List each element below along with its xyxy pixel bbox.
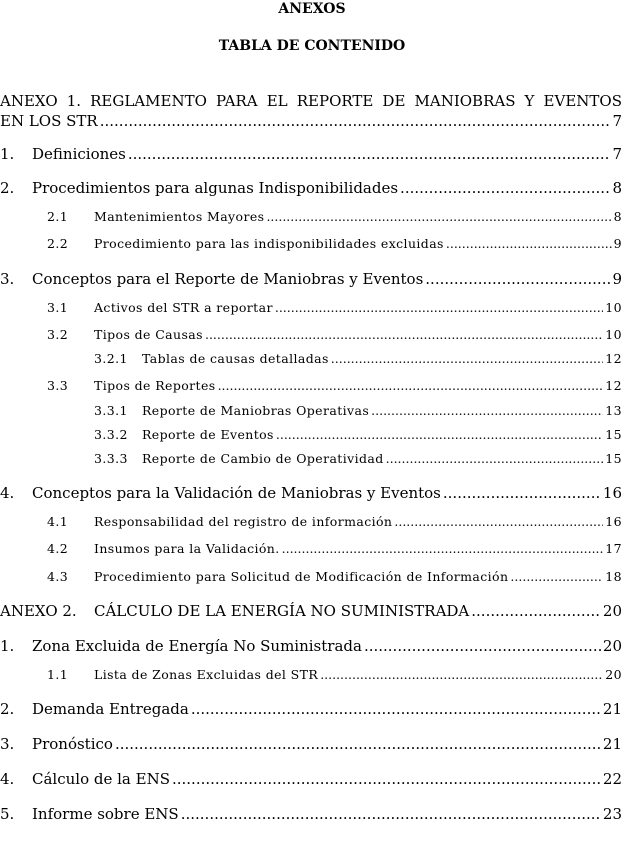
section-number: ANEXO 2. xyxy=(0,602,77,620)
section-title: CÁLCULO DE LA ENERGÍA NO SUMINISTRADA xyxy=(94,602,470,620)
section-number: 3.2.1 xyxy=(94,351,128,366)
page-number: 12 xyxy=(605,351,622,366)
toc-entry[interactable] xyxy=(47,327,622,342)
toc-entry[interactable] xyxy=(94,351,622,366)
section-number: 3.3.1 xyxy=(94,403,128,418)
page-number: 20 xyxy=(605,667,622,682)
dot-leader xyxy=(115,735,601,753)
page-number: 12 xyxy=(605,378,622,393)
section-number: 3. xyxy=(0,270,15,288)
page-number: 20 xyxy=(602,637,622,655)
section-title: Mantenimientos Mayores xyxy=(94,209,265,224)
section-number: 4.3 xyxy=(47,569,69,584)
section-title: Cálculo de la ENS xyxy=(32,770,170,788)
page-number: 20 xyxy=(602,602,622,620)
section-title: Insumos para la Validación. xyxy=(94,541,280,556)
annex-1-title-line1: ANEXO 1. REGLAMENTO PARA EL REPORTE DE MANIOBRAS Y EVENTOS xyxy=(0,92,622,110)
dot-leader xyxy=(400,179,610,197)
dot-leader xyxy=(371,403,603,418)
section-title: Conceptos para el Reporte de Maniobras y Eventos xyxy=(32,270,424,288)
page-number: 17 xyxy=(605,541,622,556)
section-number: 3.3.2 xyxy=(94,427,128,442)
page-number: 21 xyxy=(602,700,622,718)
section-title: Conceptos para la Validación de Maniobras y Eventos xyxy=(32,484,441,502)
toc-entry[interactable] xyxy=(47,667,622,682)
dot-leader xyxy=(331,351,603,366)
dot-leader xyxy=(446,236,612,251)
toc-title: TABLA DE CONTENIDO xyxy=(218,38,406,54)
section-number: 2.2 xyxy=(47,236,69,251)
toc-entry[interactable] xyxy=(0,770,622,788)
toc-entry[interactable] xyxy=(47,514,622,529)
toc-entry-annex-1-cont[interactable] xyxy=(0,112,622,130)
page-number: 23 xyxy=(602,805,622,823)
section-title: Zona Excluida de Energía No Suministrada xyxy=(32,637,362,655)
page-number: 7 xyxy=(612,145,622,163)
section-title: Procedimiento para Solicitud de Modificación de Información xyxy=(94,569,509,584)
toc-entry[interactable] xyxy=(47,541,622,556)
section-title: Demanda Entregada xyxy=(32,700,189,718)
section-number: 4.2 xyxy=(47,541,69,556)
dot-leader xyxy=(276,427,603,442)
section-number: 1.1 xyxy=(47,667,69,682)
dot-leader xyxy=(172,770,601,788)
toc-entry[interactable] xyxy=(94,403,622,418)
page-number: 10 xyxy=(605,300,622,315)
dot-leader xyxy=(471,602,601,620)
section-number: 2.1 xyxy=(47,209,69,224)
toc-entry[interactable] xyxy=(47,378,622,393)
section-number: 5. xyxy=(0,805,15,823)
dot-leader xyxy=(394,514,603,529)
section-title: Tipos de Reportes xyxy=(94,378,216,393)
page-number: 22 xyxy=(602,770,622,788)
dot-leader xyxy=(364,637,601,655)
dot-leader xyxy=(266,209,611,224)
section-number: 3.3 xyxy=(47,378,69,393)
section-number: 3.2 xyxy=(47,327,69,342)
page-number: 10 xyxy=(605,327,622,342)
toc-entry[interactable] xyxy=(0,145,622,163)
page-number: 13 xyxy=(605,403,622,418)
dot-leader xyxy=(100,112,611,130)
section-number: 1. xyxy=(0,145,15,163)
section-title: Tablas de causas detalladas xyxy=(142,351,329,366)
toc-entry[interactable] xyxy=(0,602,622,620)
toc-entry[interactable] xyxy=(0,735,622,753)
page-number: 15 xyxy=(605,427,622,442)
section-number: 3.1 xyxy=(47,300,69,315)
section-title: Reporte de Eventos xyxy=(142,427,274,442)
dot-leader xyxy=(425,270,610,288)
section-number: 4. xyxy=(0,770,15,788)
page-number: 16 xyxy=(602,484,622,502)
page-number: 21 xyxy=(602,735,622,753)
section-title: Activos del STR a reportar xyxy=(94,300,273,315)
page-title: ANEXOS xyxy=(278,1,346,17)
section-title: Pronóstico xyxy=(32,735,113,753)
dot-leader xyxy=(191,700,601,718)
section-title: Procedimientos para algunas Indisponibilidades xyxy=(32,179,399,197)
section-number: 2. xyxy=(0,700,15,718)
page-number: 9 xyxy=(612,270,622,288)
dot-leader xyxy=(282,541,604,556)
section-title: Responsabilidad del registro de información xyxy=(94,514,393,529)
dot-leader xyxy=(218,378,604,393)
dot-leader xyxy=(510,569,603,584)
dot-leader xyxy=(181,805,601,823)
dot-leader xyxy=(320,667,603,682)
toc-entry[interactable] xyxy=(0,179,622,197)
toc-entry[interactable] xyxy=(0,805,622,823)
dot-leader xyxy=(128,145,611,163)
toc-entry[interactable] xyxy=(94,451,622,466)
page-number: 18 xyxy=(605,569,622,584)
section-title: Procedimiento para las indisponibilidades excluidas xyxy=(94,236,444,251)
section-number: 3. xyxy=(0,735,15,753)
page-number: 16 xyxy=(605,514,622,529)
toc-entry[interactable] xyxy=(0,637,622,655)
page-number: 15 xyxy=(605,451,622,466)
dot-leader xyxy=(275,300,603,315)
section-title: Definiciones xyxy=(32,145,126,163)
toc-entry[interactable] xyxy=(47,236,622,251)
page-number: 8 xyxy=(612,179,622,197)
annex-1-title-line2: EN LOS STR xyxy=(0,112,98,130)
section-number: 2. xyxy=(0,179,15,197)
section-number: 4. xyxy=(0,484,15,502)
toc-entry-annex-1[interactable] xyxy=(0,92,622,110)
toc-entry[interactable] xyxy=(47,300,622,315)
section-number: 3.3.3 xyxy=(94,451,128,466)
dot-leader xyxy=(443,484,601,502)
dot-leader xyxy=(386,451,604,466)
page-number: 7 xyxy=(612,112,622,130)
toc-entry[interactable] xyxy=(94,427,622,442)
section-title: Reporte de Cambio de Operatividad xyxy=(142,451,384,466)
section-title: Tipos de Causas xyxy=(94,327,203,342)
section-title: Informe sobre ENS xyxy=(32,805,179,823)
toc-entry[interactable] xyxy=(0,270,622,288)
section-title: Reporte de Maniobras Operativas xyxy=(142,403,370,418)
page-number: 8 xyxy=(613,209,622,224)
page-number: 9 xyxy=(613,236,622,251)
section-title: Lista de Zonas Excluidas del STR xyxy=(94,667,319,682)
toc-entry[interactable] xyxy=(47,209,622,224)
section-number: 4.1 xyxy=(47,514,69,529)
dot-leader xyxy=(205,327,603,342)
section-number: 1. xyxy=(0,637,15,655)
toc-entry[interactable] xyxy=(0,700,622,718)
toc-entry[interactable] xyxy=(47,569,622,584)
toc-entry[interactable] xyxy=(0,484,622,502)
